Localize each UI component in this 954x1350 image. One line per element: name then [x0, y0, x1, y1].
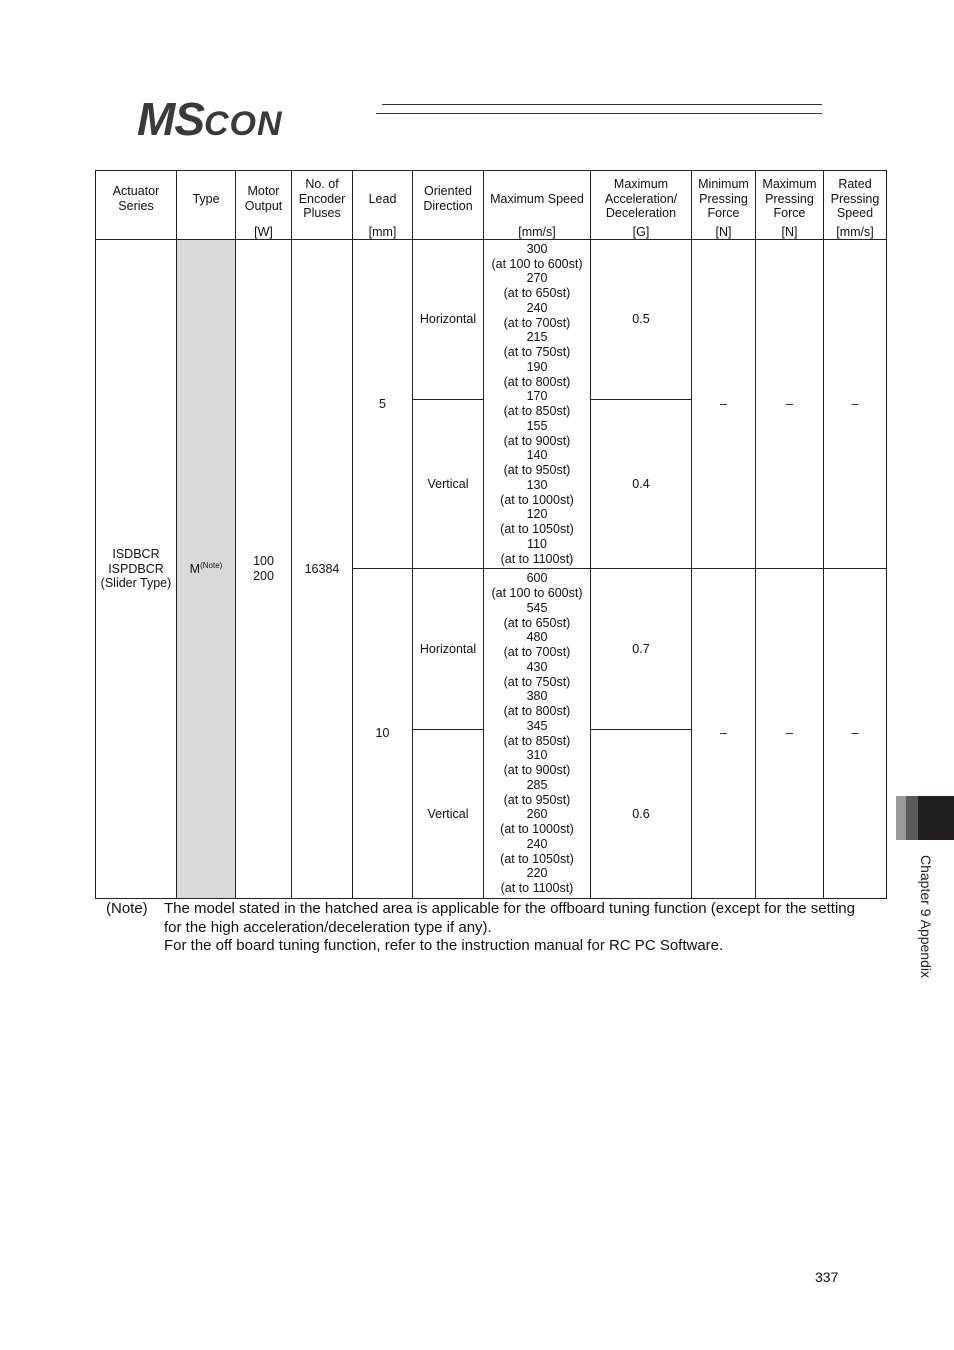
note-block: [106, 900, 876, 956]
max-speed-line: 430: [526, 659, 548, 674]
max-speed-cell: [484, 240, 591, 569]
actuator-series-cell: [96, 240, 177, 899]
lead-cell: 10: [353, 569, 413, 899]
header-unit: [293, 225, 351, 239]
direction-cell: Horizontal: [413, 569, 484, 730]
max-speed-line: (at to 700st): [503, 315, 571, 330]
max-speed-line: 110: [527, 536, 547, 551]
max-speed-line: 480: [526, 630, 548, 645]
max-speed-line: 600: [526, 571, 548, 586]
header-label: Maximum Speed: [490, 191, 584, 206]
max-speed-line: (at to 1050st): [500, 851, 574, 866]
header-unit: [mm]: [368, 225, 397, 239]
max-speed-line: (at 100 to 600st): [491, 586, 583, 600]
header-unit: [G]: [632, 225, 650, 239]
min-pressing-force-cell: –: [692, 240, 756, 569]
max-accel-cell: 0.7: [591, 569, 692, 730]
type-value: M: [189, 561, 201, 576]
header-unit: [N]: [715, 225, 732, 239]
header-label: Rated Pressing Speed: [830, 176, 880, 221]
max-speed-line: 240: [526, 300, 548, 315]
header-cell: [756, 171, 824, 240]
max-speed-line: (at to 1100st): [500, 551, 574, 566]
header-label: Maximum Acceleration/ Deceleration: [604, 176, 678, 221]
header-cell: [177, 171, 236, 240]
series-name: ISPDBCR: [108, 561, 164, 576]
header-unit: [mm/s]: [518, 225, 556, 239]
max-pressing-force-cell: –: [756, 569, 824, 899]
max-speed-line: 170: [526, 389, 548, 404]
direction-cell: Vertical: [413, 730, 484, 899]
max-speed-line: 345: [526, 718, 548, 733]
lead-cell: 5: [353, 240, 413, 569]
header-cell: [591, 171, 692, 240]
max-speed-line: (at to 750st): [503, 345, 571, 359]
max-speed-line: (at to 700st): [503, 645, 571, 659]
min-pressing-force-cell: –: [692, 569, 756, 899]
max-speed-line: 215: [526, 330, 548, 345]
max-speed-line: (at to 1000st): [500, 822, 574, 836]
header-cell: [96, 171, 177, 240]
max-speed-line: (at 100 to 600st): [491, 256, 583, 271]
max-speed-line: (at to 850st): [503, 733, 571, 748]
max-speed-line: 300: [526, 241, 548, 256]
max-speed-line: 240: [526, 836, 548, 851]
max-speed-line: (at to 1100st): [500, 881, 574, 895]
rated-pressing-speed-cell: –: [824, 569, 887, 899]
header-rule-bottom: [376, 113, 822, 114]
rated-pressing-speed-cell: –: [824, 240, 887, 569]
header-cell: [824, 171, 887, 240]
header-cell: [692, 171, 756, 240]
header-cell: [236, 171, 292, 240]
chapter-tab-stripe-light: [896, 796, 906, 840]
max-speed-line: (at to 1000st): [500, 492, 574, 507]
max-speed-line: (at to 950st): [503, 792, 571, 807]
type-cell: [177, 240, 236, 899]
max-speed-line: 130: [526, 477, 548, 492]
max-speed-line: 380: [526, 689, 548, 704]
max-speed-line: (at to 1050st): [500, 522, 574, 536]
header-label: Oriented Direction: [423, 184, 473, 213]
header-cell: [292, 171, 353, 240]
max-speed-cell: [484, 569, 591, 899]
motor-output-value: 200: [253, 569, 274, 583]
encoder-cell: 16384: [292, 240, 353, 899]
motor-output-value: 100: [253, 554, 274, 569]
note-line-2: For the off board tuning function, refer to the instruction manual for RC PC Software.: [164, 937, 724, 954]
max-accel-cell: 0.5: [591, 240, 692, 400]
max-speed-line: (at to 900st): [503, 433, 571, 448]
max-speed-line: (at to 650st): [503, 615, 571, 630]
header-unit: [mm/s]: [836, 225, 874, 239]
max-speed-line: (at to 750st): [503, 674, 571, 689]
table-row: [96, 240, 887, 400]
max-speed-line: (at to 650st): [503, 286, 571, 300]
max-speed-line: 310: [526, 748, 548, 763]
direction-cell: Horizontal: [413, 240, 484, 400]
max-speed-line: 190: [526, 359, 548, 374]
header-cell: [353, 171, 413, 240]
header-label: Minimum Pressing Force: [698, 176, 749, 221]
chapter-label: Chapter 9 Appendix: [918, 855, 934, 978]
header-unit: [178, 225, 234, 239]
chapter-tab-stripe-dark: [906, 796, 918, 840]
type-note-marker: (Note): [200, 560, 223, 570]
header-label: Maximum Pressing Force: [762, 176, 817, 221]
series-name: ISDBCR: [112, 546, 160, 561]
direction-cell: Vertical: [413, 400, 484, 569]
max-accel-cell: 0.4: [591, 400, 692, 569]
note-tag: (Note): [106, 900, 148, 917]
page-number: 337: [815, 1269, 839, 1285]
spec-table: [95, 170, 887, 899]
max-speed-line: (at to 850st): [503, 404, 571, 418]
header-row: [96, 171, 887, 240]
header-cell: [413, 171, 484, 240]
max-speed-line: 155: [526, 418, 548, 433]
header-label: No. of Encoder Pluses: [298, 176, 346, 221]
chapter-tab-block: [918, 796, 954, 840]
header-unit: [414, 225, 482, 239]
max-speed-line: (at to 900st): [503, 763, 571, 777]
max-speed-line: 545: [526, 600, 548, 615]
max-speed-line: 260: [526, 807, 548, 822]
header-unit: [N]: [781, 225, 798, 239]
series-name: (Slider Type): [100, 576, 172, 591]
max-speed-line: (at to 800st): [503, 374, 571, 389]
max-pressing-force-cell: –: [756, 240, 824, 569]
header-label: Motor Output: [244, 184, 283, 213]
max-speed-line: 285: [526, 777, 548, 792]
header-rule-top: [382, 104, 822, 105]
max-speed-line: (at to 800st): [503, 704, 571, 718]
header-label: Actuator Series: [112, 184, 160, 213]
note-line-1: The model stated in the hatched area is applicable for the offboard tuning function (except for the setting for the high acceleration/deceleration type if any).: [164, 900, 855, 936]
max-speed-line: 270: [526, 271, 548, 286]
max-accel-cell: 0.6: [591, 730, 692, 899]
max-speed-line: 120: [526, 507, 548, 522]
max-speed-line: (at to 950st): [503, 463, 571, 477]
motor-output-cell: [236, 240, 292, 899]
mscon-logo: MSCON: [137, 93, 283, 145]
table-body: [96, 240, 887, 899]
header-label: Lead: [368, 191, 397, 206]
header-unit: [97, 225, 175, 239]
header-cell: [484, 171, 591, 240]
header-unit: [W]: [254, 225, 273, 239]
max-speed-line: 220: [526, 866, 548, 881]
header-label: Type: [192, 191, 220, 206]
max-speed-line: 140: [526, 448, 548, 463]
